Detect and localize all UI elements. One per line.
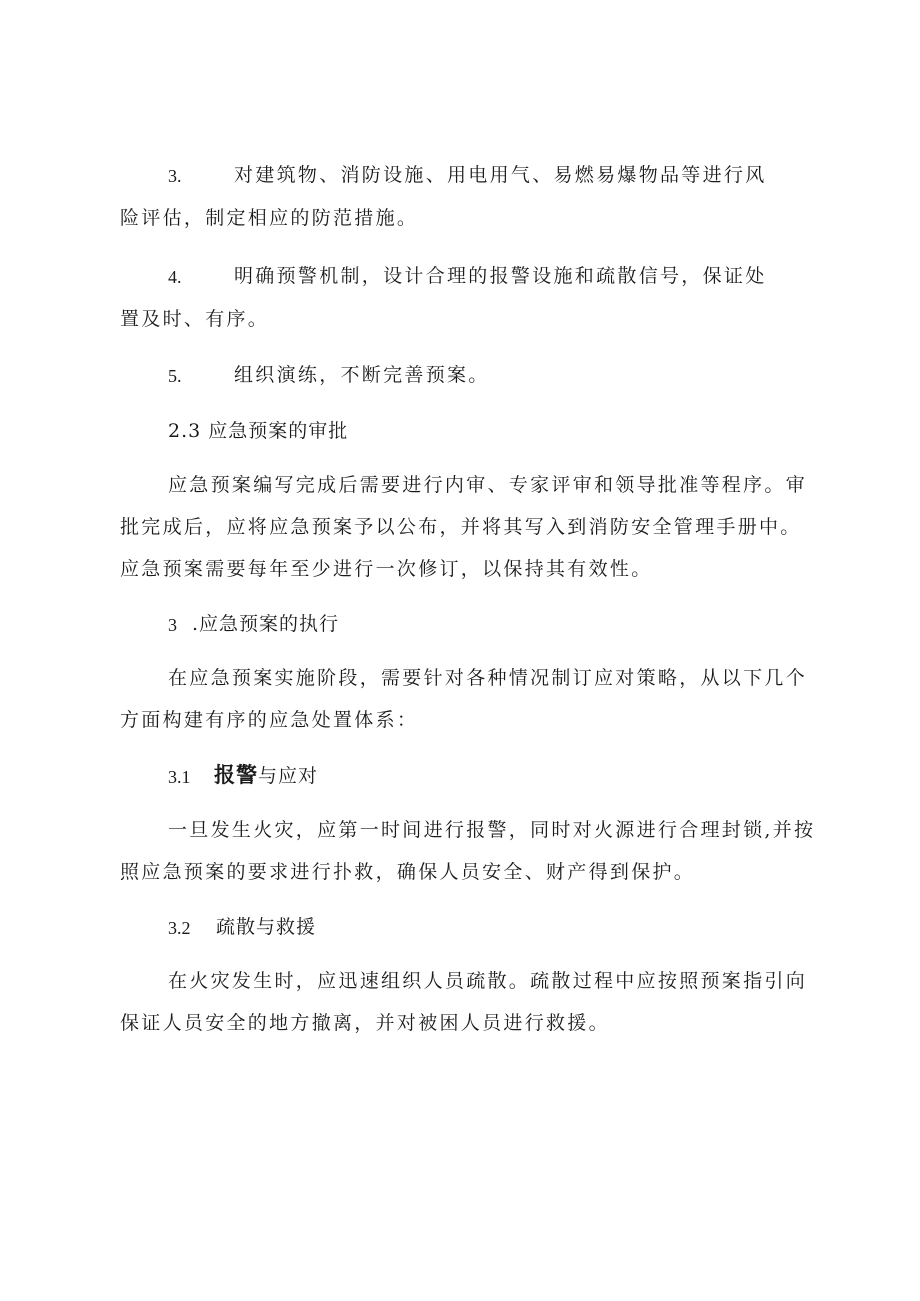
paragraph-line: 保证人员安全的地方撤离，并对被困人员进行救援。 [120, 1012, 610, 1034]
section-heading-3-1-number: 3.1 [168, 767, 191, 787]
section-heading-3-1 [214, 762, 318, 789]
paragraph-line: 应急预案编写完成后需要进行内审、专家评审和领导批准等程序。审 [168, 474, 808, 496]
heading-text: 与应对 [258, 765, 319, 787]
list-item-text: 组织演练，不断完善预案。 [234, 364, 490, 386]
section-heading-3-2-number: 3.2 [168, 918, 191, 938]
heading-bold-text: 报警 [214, 762, 258, 787]
list-item-number: 4. [168, 267, 182, 287]
list-item-number: 5. [168, 366, 182, 386]
section-heading-2-3: 2.3 应急预案的审批 [168, 420, 349, 442]
list-item-number: 3. [168, 166, 182, 186]
paragraph-line: 在火灾发生时，应迅速组织人员疏散。疏散过程中应按照预案指引向 [168, 970, 808, 992]
section-heading-3-2: 疏散与救援 [216, 916, 317, 938]
paragraph-line: 批完成后，应将应急预案予以公布，并将其写入到消防安全管理手册中。 [120, 516, 802, 538]
paragraph-line: 一旦发生火灾，应第一时间进行报警，同时对火源进行合理封锁,并按 [168, 819, 816, 841]
list-item-text-continued: 险评估，制定相应的防范措施。 [120, 207, 419, 229]
section-heading-3: .应急预案的执行 [192, 613, 340, 635]
paragraph-line: 方面构建有序的应急处置体系： [120, 709, 419, 731]
section-heading-3-number: 3 [168, 615, 177, 635]
paragraph-line: 照应急预案的要求进行扑救，确保人员安全、财产得到保护。 [120, 861, 696, 883]
list-item-text: 明确预警机制，设计合理的报警设施和疏散信号，保证处 [234, 265, 767, 287]
list-item-text-continued: 置及时、有序。 [120, 308, 270, 330]
paragraph-line: 在应急预案实施阶段，需要针对各种情况制订应对策略，从以下几个 [168, 667, 808, 689]
list-item-text: 对建筑物、消防设施、用电用气、易燃易爆物品等进行风 [234, 164, 767, 186]
paragraph-line: 应急预案需要每年至少进行一次修订，以保持其有效性。 [120, 558, 653, 580]
